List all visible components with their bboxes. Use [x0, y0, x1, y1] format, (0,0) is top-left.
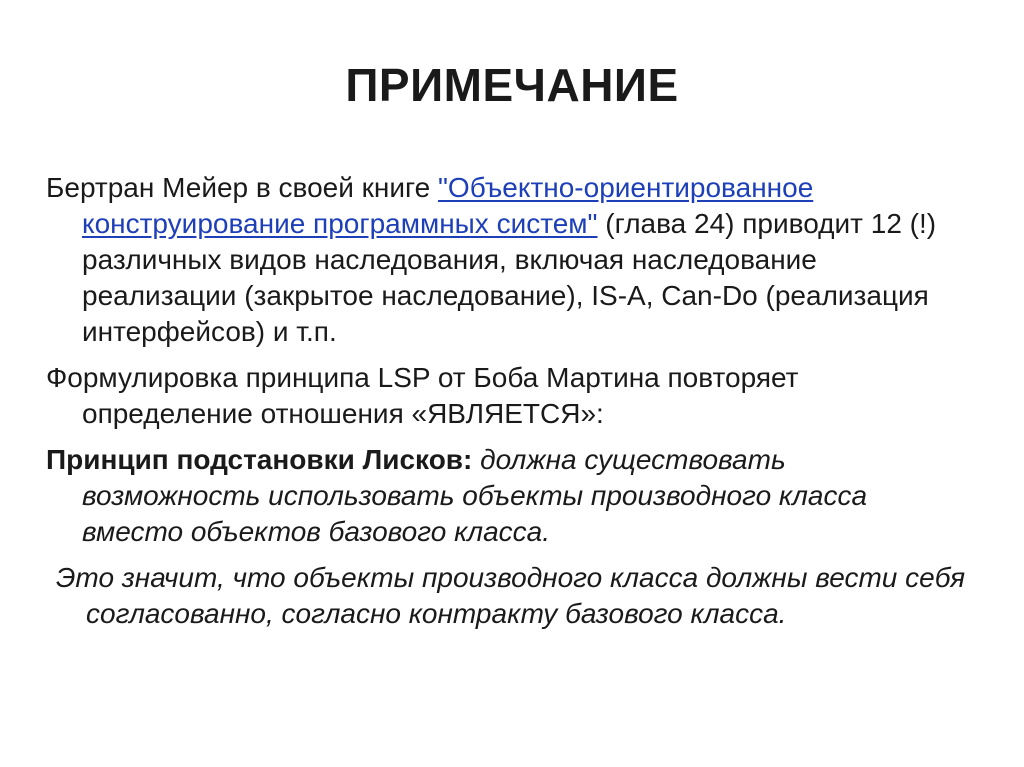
paragraph-meyer-rest: (глава 24) приводит 12 (!) различных видов наследования, включая наследование реализации (закрытое наследование), IS-A, Can-Do (реализация интерфейсов) и т.п. — [82, 208, 937, 347]
paragraph-lsp-principle — [46, 442, 966, 550]
paragraph-meyer — [46, 170, 966, 350]
paragraph-lsp-martin: Формулировка принципа LSP от Боба Мартина повторяет определение отношения «ЯВЛЯЕТСЯ»: — [46, 362, 799, 429]
principle-text: должна существовать возможность использовать объекты производного класса вместо объектов базового класса. — [82, 444, 868, 547]
paragraph-meaning — [46, 560, 966, 632]
meaning-text: Это значит, что объекты производного класса должны вести себя согласованно, согласно контракту базового класса. — [56, 562, 966, 629]
paragraph-meyer-intro: Бертран Мейер в своей книге — [46, 172, 438, 203]
principle-label: Принцип подстановки Лисков: — [46, 444, 473, 475]
slide-body — [46, 170, 966, 642]
book-link[interactable]: "Объектно-ориентированное конструирование программных систем" — [82, 172, 814, 239]
slide-title: ПРИМЕЧАНИЕ — [345, 59, 679, 111]
